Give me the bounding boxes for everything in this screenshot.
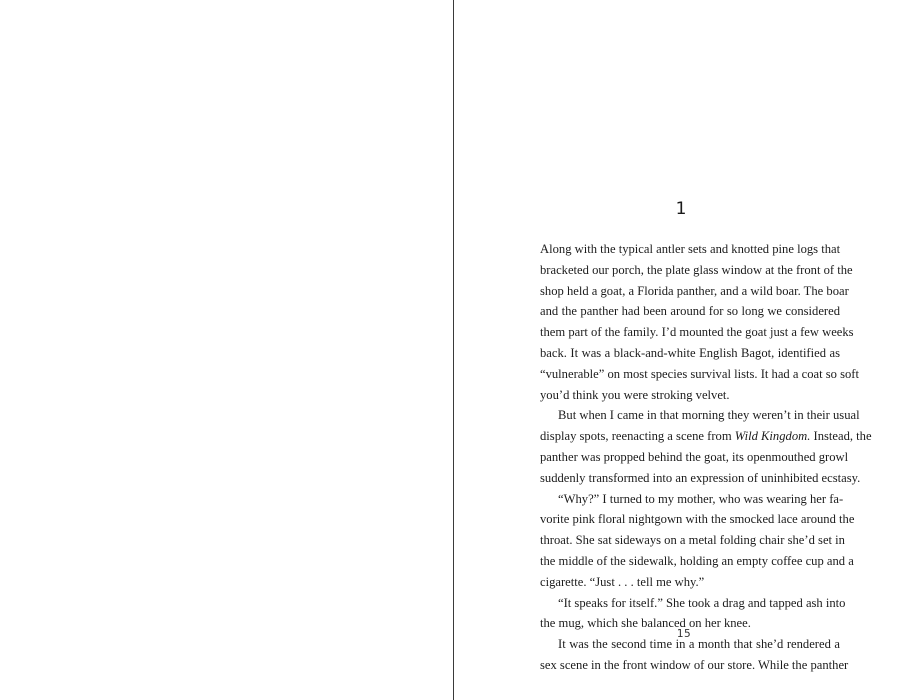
chapter-number: 1 xyxy=(675,199,687,219)
text-line: “It speaks for itself.” She took a drag and tapped ash into xyxy=(558,595,846,610)
text-fragment: display spots, reenacting a scene from xyxy=(540,429,735,444)
text-line: the middle of the sidewalk, holding an empty coffee cup and a xyxy=(540,553,854,568)
text-line-with-title xyxy=(540,426,872,447)
paragraph-1 xyxy=(540,239,859,405)
text-line: them part of the family. I’d mounted the goat just a few weeks xyxy=(540,325,854,340)
right-page xyxy=(454,0,906,700)
paragraph-3 xyxy=(540,489,855,593)
italic-title: Wild Kingdom. xyxy=(734,429,811,444)
text-line: the mug, which she balanced on her knee. xyxy=(540,616,751,631)
text-line: bracketed our porch, the plate glass window at the front of the xyxy=(540,262,853,277)
page-number: 15 xyxy=(676,628,692,640)
text-line: Along with the typical antler sets and knotted pine logs that xyxy=(540,242,841,256)
text-line: vorite pink floral nightgown with the smocked lace around the xyxy=(540,512,855,527)
text-line: and the panther had been around for so long we considered xyxy=(540,304,840,319)
text-line: “vulnerable” on most species survival lists. It had a coat so soft xyxy=(540,366,859,381)
text-line: back. It was a black-and-white English Bagot, identified as xyxy=(540,345,840,360)
paragraph-2 xyxy=(540,405,872,488)
body-text xyxy=(540,239,872,676)
text-line: sex scene in the front window of our store. While the panther xyxy=(540,657,849,672)
text-line: suddenly transformed into an expression of uninhibited ecstasy. xyxy=(540,470,861,485)
text-line: panther was propped behind the goat, its openmouthed growl xyxy=(540,449,849,464)
text-line: throat. She sat sideways on a metal folding chair she’d set in xyxy=(540,533,845,548)
text-line: “Why?” I turned to my mother, who was wearing her fa- xyxy=(558,491,844,506)
paragraph-5 xyxy=(540,634,849,676)
text-line: cigarette. “Just . . . tell me why.” xyxy=(540,574,705,589)
text-line: But when I came in that morning they weren’t in their usual xyxy=(558,408,860,423)
text-fragment: Instead, the xyxy=(810,429,872,444)
text-line: you’d think you were stroking velvet. xyxy=(540,387,730,402)
text-line: It was the second time in a month that she’d rendered a xyxy=(558,637,840,652)
text-line: shop held a goat, a Florida panther, and a wild boar. The boar xyxy=(540,283,849,298)
